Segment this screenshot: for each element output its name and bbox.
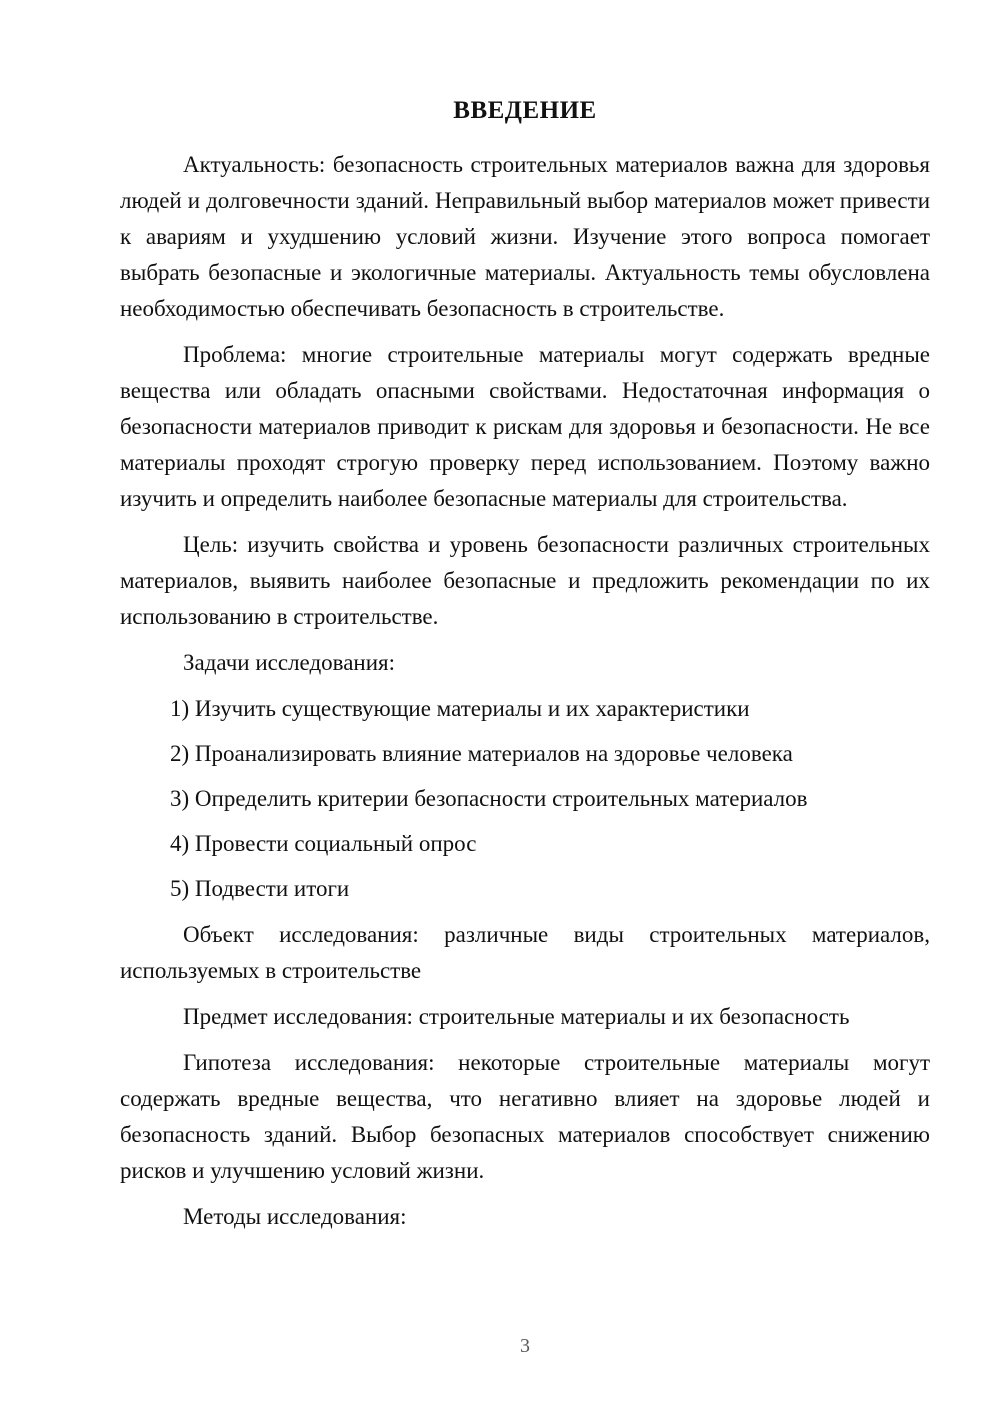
tasks-list [120,691,930,907]
task-item: 4) Провести социальный опрос [170,831,477,856]
paragraph-relevance: Актуальность: безопасность строительных материалов важна для здоровья людей и долговечности зданий. Неправильный выбор материалов может привести к авариям и ухудшению условий жизни. Изучение этого вопроса помогает выбрать безопасные и экологичные материалы. Актуальность темы обусловлена необходимостью обеспечивать безопасность в строительстве. [120,152,930,321]
paragraph-hypothesis: Гипотеза исследования: некоторые строительные материалы могут содержать вредные вещества, что негативно влияет на здоровье людей и безопасность зданий. Выбор безопасных материалов способствует снижению рисков и улучшению условий жизни. [120,1050,930,1183]
task-item: 5) Подвести итоги [170,876,350,901]
task-item: 3) Определить критерии безопасности строительных материалов [170,786,808,811]
task-item: 2) Проанализировать влияние материалов на здоровье человека [170,741,793,766]
methods-heading: Методы исследования: [183,1204,407,1229]
task-item: 1) Изучить существующие материалы и их характеристики [170,696,750,721]
page-number: 3 [520,1335,530,1357]
paragraph-subject: Предмет исследования: строительные материалы и их безопасность [183,1004,850,1029]
tasks-heading: Задачи исследования: [183,650,396,675]
document-title: ВВЕДЕНИЕ [453,97,597,124]
paragraph-object: Объект исследования: различные виды строительных материалов, используемых в строительстве [120,922,930,983]
paragraph-goal: Цель: изучить свойства и уровень безопасности различных строительных материалов, выявить наиболее безопасные и предложить рекомендации по их использованию в строительстве. [120,532,930,629]
paragraph-problem: Проблема: многие строительные материалы могут содержать вредные вещества или обладать опасными свойствами. Недостаточная информация о безопасности материалов приводит к рискам для здоровья и безопасности. Не все материалы проходят строгую проверку перед использованием. Поэтому важно изучить и определить наиболее безопасные материалы для строительства. [120,342,930,511]
